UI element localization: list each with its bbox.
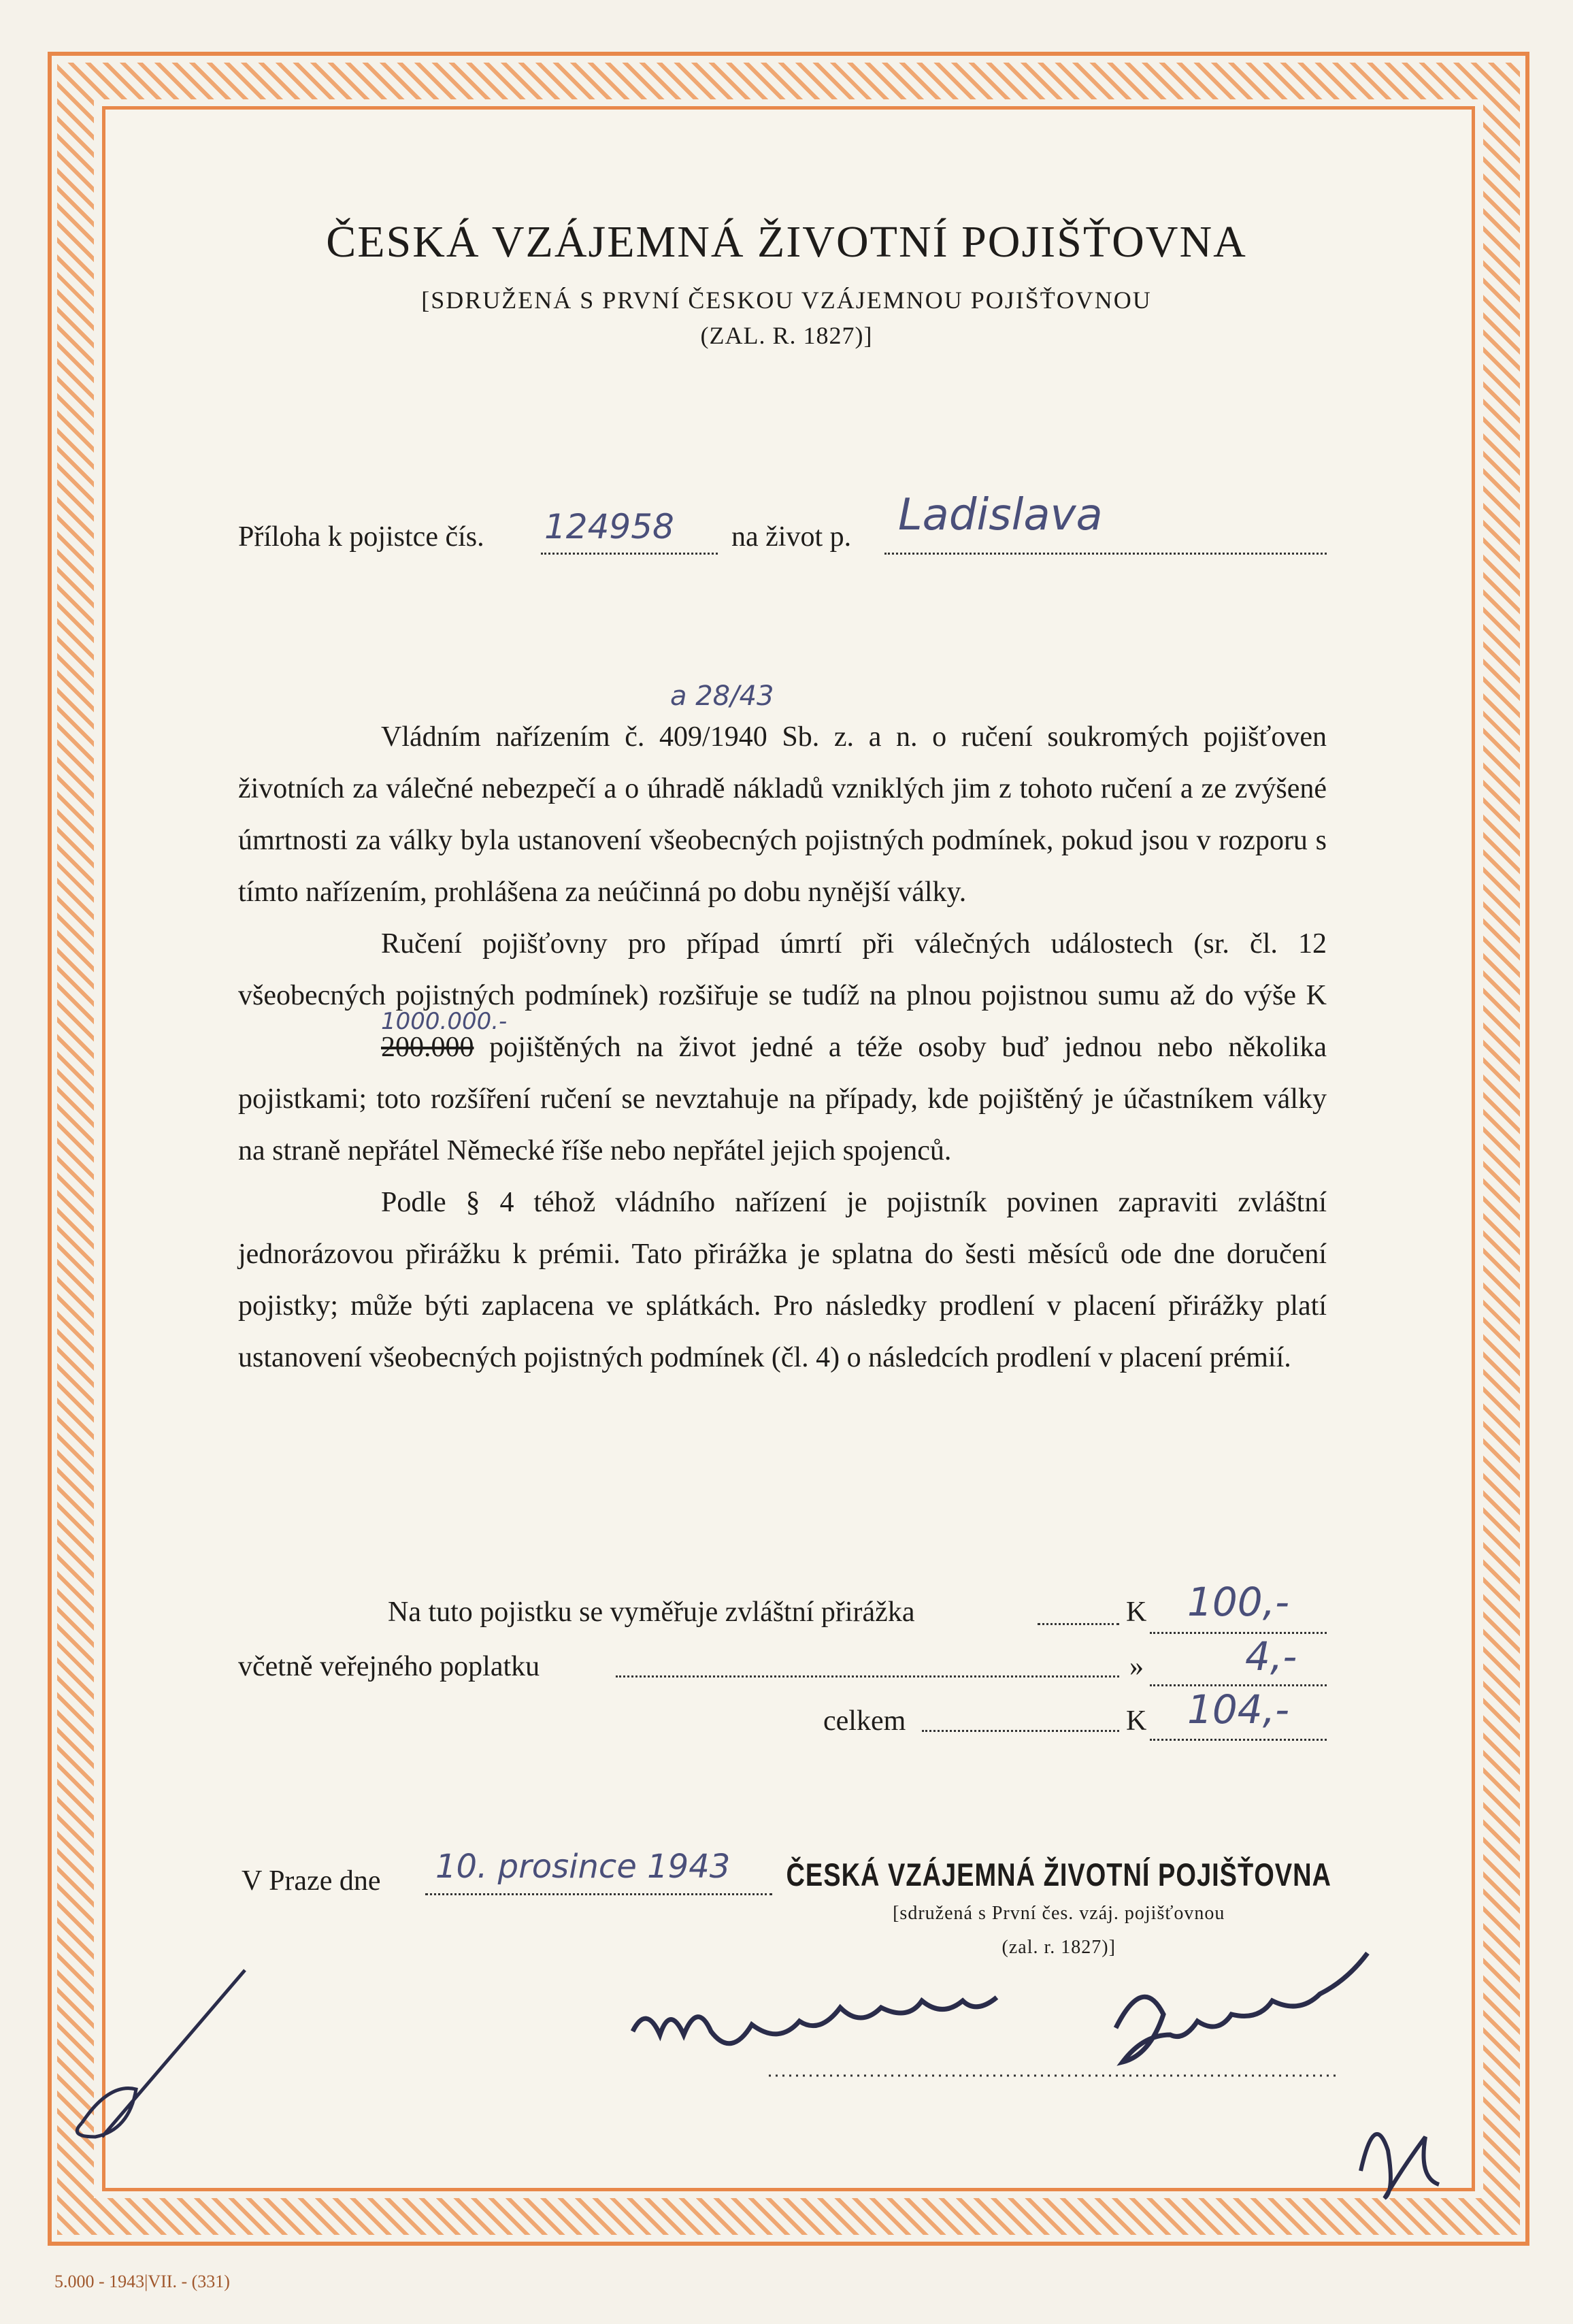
company-subtitle: [SDRUŽENÁ S PRVNÍ ČESKOU VZÁJEMNOU POJIŠŤOVNOU bbox=[421, 287, 1152, 314]
print-run-footer: 5.000 - 1943|VII. - (331) bbox=[54, 2272, 230, 2291]
surcharge-value: 100,- bbox=[1187, 1579, 1290, 1625]
signature-right bbox=[1116, 1953, 1368, 2062]
company-founded: (ZAL. R. 1827)] bbox=[700, 322, 873, 349]
signature-company-sub2: (zal. r. 1827)] bbox=[1001, 1937, 1116, 1958]
policy-number: 124958 bbox=[544, 507, 674, 546]
life-of-label: na život p. bbox=[731, 521, 852, 553]
insured-name: Ladislava bbox=[898, 490, 1103, 540]
issue-date: 10. prosince 1943 bbox=[435, 1848, 731, 1886]
left-margin-mark bbox=[77, 1970, 245, 2137]
paragraph-3: Podle § 4 téhož vládního nařízení je pojistník povinen zapraviti zvláštní jednorázovou přirážku k prémii. Tato přirážka je splatna do šesti měsíců ode dne doručení pojistky; může býti zaplacena ve splátkách. Pro následky prodlení v placení přirážky platí ustanovení všeobecných pojistných podmínek (čl. 4) o následcích prodlení v placení prémií. bbox=[238, 1187, 1327, 1373]
paragraph-2-part-a: Ručení pojišťovny pro případ úmrtí při válečných událostech (sr. čl. 12 všeobecných pojistných podmínek) rozšiřuje se tudíž na plnou pojistnou sumu až do výše K bbox=[238, 928, 1327, 1011]
fee-value: 4,- bbox=[1245, 1633, 1297, 1680]
paragraph-1: Vládním nařízením č. 409/1940 Sb. z. a n. o ručení soukromých pojišťoven životních za válečné nebezpečí a o úhradě nákladů vzniklých jim z tohoto ručení a ze zvýšené úmrtnosti za války byla ustanovení všeobecných pojistných podmínek, pokud jsou v rozporu s tímto nařízením, prohlášena za neúčinná po dobu nynější války. bbox=[238, 721, 1327, 908]
company-title: ČESKÁ VZÁJEMNÁ ŽIVOTNÍ POJIŠŤOVNA bbox=[326, 217, 1247, 267]
struck-amount: 200.000 bbox=[381, 1032, 474, 1063]
place-prefix: V Praze dne bbox=[242, 1865, 381, 1897]
surcharge-currency: K bbox=[1126, 1597, 1147, 1628]
total-label: celkem bbox=[823, 1705, 906, 1737]
fee-label: včetně veřejného poplatku bbox=[238, 1651, 540, 1682]
signature-company-name: ČESKÁ VZÁJEMNÁ ŽIVOTNÍ POJIŠŤOVNA bbox=[786, 1857, 1331, 1894]
handwritten-amount: 1000.000.- bbox=[381, 1008, 508, 1035]
surcharge-label: Na tuto pojistku se vyměřuje zvláštní přirážka bbox=[388, 1597, 915, 1628]
signature-left bbox=[633, 1997, 997, 2044]
total-value: 104,- bbox=[1187, 1686, 1290, 1733]
corner-initials bbox=[1361, 2134, 1439, 2198]
signature-company-sub1: [sdružená s První čes. vzáj. pojišťovnou bbox=[893, 1903, 1225, 1924]
policy-prefix: Příloha k pojistce čís. bbox=[238, 521, 484, 553]
handwritten-annotation: a 28/43 bbox=[670, 681, 774, 712]
fee-currency: » bbox=[1129, 1651, 1144, 1682]
total-currency: K bbox=[1126, 1705, 1147, 1737]
paragraph-2-part-b: pojištěných na život jedné a téže osoby buď jednou nebo několika pojistkami; toto rozšíření ručení se nevztahuje na případy, kde pojištěný je účastníkem války na straně nepřátel Německé říše nebo nepřátel jejich spojenců. bbox=[238, 1032, 1327, 1166]
